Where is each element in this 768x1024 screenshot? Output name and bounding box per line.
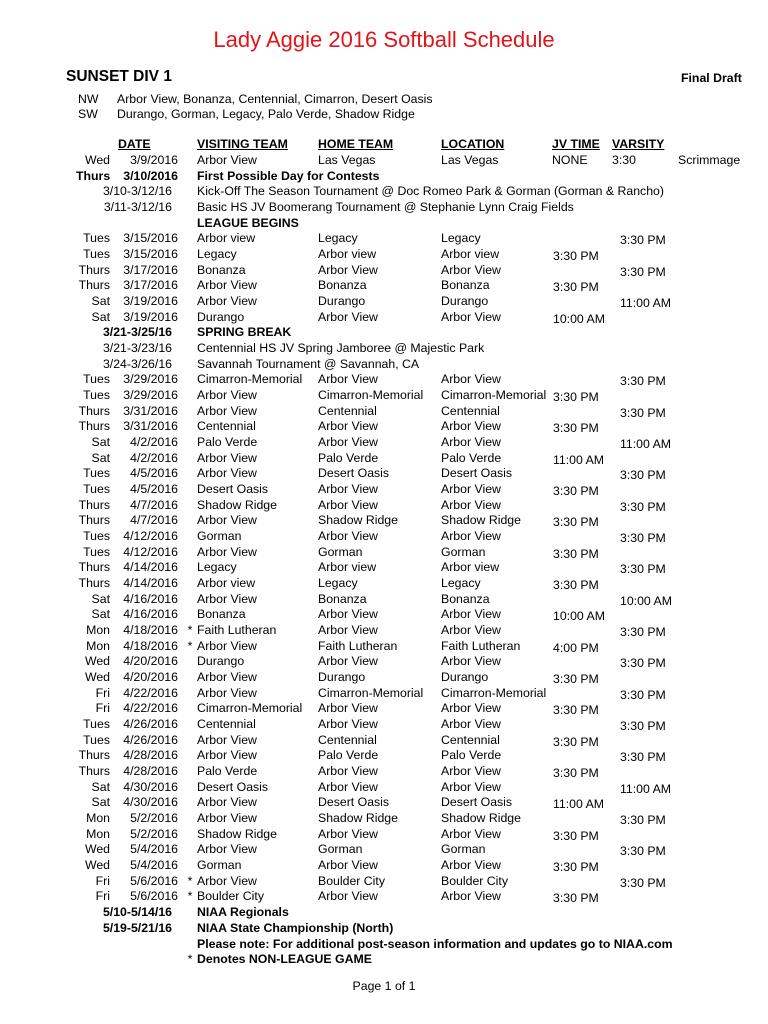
event-text: Basic HS JV Boomerang Tournament @ Stephanie Lynn Craig Fields <box>197 200 574 214</box>
location-cell: Arbor View <box>441 623 501 637</box>
location-cell: Gorman <box>441 545 486 559</box>
varsity-time-cell: 3:30 PM <box>620 374 666 388</box>
visiting-team-cell: Boulder City <box>197 889 264 903</box>
date-cell: 3/10-3/12/16 <box>102 184 172 198</box>
location-cell: Palo Verde <box>441 748 502 762</box>
varsity-time-cell: 3:30 PM <box>620 625 666 639</box>
day-cell: Wed <box>84 153 110 167</box>
visiting-team-cell: Bonanza <box>197 263 246 277</box>
date-cell: 5/19-5/21/16 <box>102 921 172 935</box>
home-team-cell: Bonanza <box>318 278 367 292</box>
location-cell: Arbor View <box>441 419 501 433</box>
location-cell: Arbor view <box>441 247 500 261</box>
non-league-marker: * <box>187 952 193 966</box>
visiting-team-cell: Arbor View <box>197 294 257 308</box>
jv-time-cell: 3:30 PM <box>553 421 599 435</box>
day-cell: Tues <box>83 545 110 559</box>
date-cell: 3/21-3/25/16 <box>102 325 172 339</box>
visiting-team-cell: Bonanza <box>197 607 246 621</box>
non-league-marker: * <box>187 639 193 653</box>
day-cell: Thurs <box>78 278 110 292</box>
home-team-cell: Gorman <box>318 842 363 856</box>
location-cell: Centennial <box>441 404 500 418</box>
home-team-cell: Arbor View <box>318 372 378 386</box>
date-cell: 3/21-3/23/16 <box>102 341 172 355</box>
date-cell: 4/26/2016 <box>123 717 178 731</box>
home-team-cell: Desert Oasis <box>318 795 390 809</box>
home-team-cell: Arbor View <box>318 764 378 778</box>
day-cell: Tues <box>83 247 110 261</box>
location-cell: Centennial <box>441 733 500 747</box>
visiting-team-cell: Centennial <box>197 717 256 731</box>
day-cell: Tues <box>83 388 110 402</box>
location-cell: Las Vegas <box>441 153 499 167</box>
home-team-cell: Arbor View <box>318 654 378 668</box>
non-league-marker: * <box>187 623 193 637</box>
day-cell: Sat <box>91 780 110 794</box>
date-cell: 4/20/2016 <box>123 654 178 668</box>
day-cell: Sat <box>91 451 110 465</box>
home-team-cell: Arbor View <box>318 780 378 794</box>
location-cell: Legacy <box>441 231 481 245</box>
home-team-cell: Arbor View <box>318 482 378 496</box>
date-cell: 3/24-3/26/16 <box>102 357 172 371</box>
location-cell: Arbor View <box>441 529 501 543</box>
varsity-time-cell: 11:00 AM <box>620 296 672 310</box>
event-text: Denotes NON-LEAGUE GAME <box>197 952 372 966</box>
date-cell: 4/5/2016 <box>130 482 178 496</box>
day-cell: Mon <box>86 639 110 653</box>
visiting-team-cell: Arbor View <box>197 733 257 747</box>
varsity-time-cell: 3:30 PM <box>620 265 666 279</box>
home-team-cell: Arbor View <box>318 889 378 903</box>
date-cell: 5/4/2016 <box>130 858 178 872</box>
day-cell: Thurs <box>78 404 110 418</box>
day-cell: Tues <box>83 482 110 496</box>
date-cell: 5/2/2016 <box>130 811 178 825</box>
page-title: Lady Aggie 2016 Softball Schedule <box>213 27 555 52</box>
visiting-team-cell: Desert Oasis <box>197 482 269 496</box>
location-cell: Arbor View <box>441 780 501 794</box>
date-cell: 3/17/2016 <box>123 263 178 277</box>
day-cell: Fri <box>95 889 110 903</box>
location-cell: Durango <box>441 294 489 308</box>
location-cell: Palo Verde <box>441 451 502 465</box>
region-code: SW <box>78 107 98 121</box>
day-cell: Sat <box>91 795 110 809</box>
day-cell: Sat <box>91 607 110 621</box>
home-team-cell: Arbor View <box>318 263 378 277</box>
date-cell: 4/18/2016 <box>123 639 178 653</box>
location-cell: Arbor View <box>441 607 501 621</box>
home-team-cell: Durango <box>318 670 366 684</box>
home-team-cell: Faith Lutheran <box>318 639 398 653</box>
day-cell: Mon <box>86 827 110 841</box>
day-cell: Fri <box>95 874 110 888</box>
region-teams: Durango, Gorman, Legacy, Palo Verde, Shadow Ridge <box>117 107 415 121</box>
visiting-team-cell: Cimarron-Memorial <box>197 701 303 715</box>
home-team-cell: Arbor View <box>318 310 378 324</box>
varsity-time-cell: 3:30 PM <box>620 844 666 858</box>
day-cell: Thurs <box>78 419 110 433</box>
visiting-team-cell: Cimarron-Memorial <box>197 372 303 386</box>
non-league-marker: * <box>187 889 193 903</box>
date-cell: 3/15/2016 <box>123 247 178 261</box>
region-code: NW <box>78 92 99 106</box>
date-cell: 3/10/2016 <box>123 169 178 183</box>
day-cell: Wed <box>84 670 110 684</box>
day-cell: Tues <box>83 717 110 731</box>
date-cell: 3/11-3/12/16 <box>103 200 172 214</box>
date-cell: 4/30/2016 <box>123 795 178 809</box>
date-cell: 3/19/2016 <box>123 310 178 324</box>
date-cell: 3/19/2016 <box>123 294 178 308</box>
location-cell: Cimarron-Memorial <box>441 388 547 402</box>
home-team-cell: Cimarron-Memorial <box>318 686 424 700</box>
location-cell: Shadow Ridge <box>441 513 521 527</box>
date-cell: 3/29/2016 <box>123 372 178 386</box>
location-cell: Desert Oasis <box>441 795 513 809</box>
date-cell: 5/10-5/14/16 <box>102 905 172 919</box>
location-cell: Arbor View <box>441 372 501 386</box>
date-cell: 3/31/2016 <box>123 419 178 433</box>
header-visiting-team: VISITING TEAM <box>197 137 288 151</box>
region-teams: Arbor View, Bonanza, Centennial, Cimarron, Desert Oasis <box>117 92 433 106</box>
jv-time-cell: 3:30 PM <box>553 703 599 717</box>
visiting-team-cell: Legacy <box>197 560 237 574</box>
home-team-cell: Palo Verde <box>318 451 379 465</box>
day-cell: Mon <box>86 811 110 825</box>
jv-time-cell: 11:00 AM <box>553 453 605 467</box>
varsity-time-cell: 3:30 PM <box>620 562 666 576</box>
date-cell: 4/7/2016 <box>130 513 178 527</box>
home-team-cell: Arbor View <box>318 607 378 621</box>
header-home-team: HOME TEAM <box>318 137 394 151</box>
location-cell: Arbor View <box>441 310 501 324</box>
visiting-team-cell: Arbor View <box>197 451 257 465</box>
visiting-team-cell: Desert Oasis <box>197 780 269 794</box>
date-cell: 5/6/2016 <box>130 889 178 903</box>
varsity-time-cell: 3:30 PM <box>620 750 666 764</box>
varsity-time-cell: 3:30 PM <box>620 688 666 702</box>
location-cell: Arbor View <box>441 764 501 778</box>
visiting-team-cell: Gorman <box>197 858 242 872</box>
varsity-time-cell: 11:00 AM <box>620 437 672 451</box>
jv-time-cell: 3:30 PM <box>553 484 599 498</box>
varsity-time-cell: 3:30 PM <box>620 656 666 670</box>
day-cell: Sat <box>91 310 110 324</box>
visiting-team-cell: Legacy <box>197 247 237 261</box>
varsity-time-cell: 3:30 PM <box>620 719 666 733</box>
location-cell: Cimarron-Memorial <box>441 686 547 700</box>
home-team-cell: Arbor View <box>318 701 378 715</box>
home-team-cell: Arbor View <box>318 498 378 512</box>
jv-time-cell: 3:30 PM <box>553 578 599 592</box>
varsity-time-cell: 3:30 PM <box>620 233 666 247</box>
event-text: First Possible Day for Contests <box>197 169 380 183</box>
varsity-time-cell: 3:30 PM <box>620 813 666 827</box>
day-cell: Tues <box>83 733 110 747</box>
home-team-cell: Cimarron-Memorial <box>318 388 424 402</box>
day-cell: Sat <box>91 294 110 308</box>
visiting-team-cell: Durango <box>197 310 245 324</box>
home-team-cell: Legacy <box>318 231 358 245</box>
visiting-team-cell: Durango <box>197 654 245 668</box>
visiting-team-cell: Shadow Ridge <box>197 827 277 841</box>
location-cell: Arbor View <box>441 435 501 449</box>
day-cell: Tues <box>83 466 110 480</box>
home-team-cell: Arbor View <box>318 717 378 731</box>
visiting-team-cell: Arbor View <box>197 795 257 809</box>
date-cell: 4/2/2016 <box>130 451 178 465</box>
jv-time-cell: 3:30 PM <box>553 390 599 404</box>
home-team-cell: Arbor View <box>318 827 378 841</box>
home-team-cell: Arbor View <box>318 623 378 637</box>
varsity-time-cell: 3:30 PM <box>620 500 666 514</box>
day-cell: Thurs <box>78 513 110 527</box>
home-team-cell: Desert Oasis <box>318 466 390 480</box>
home-team-cell: Centennial <box>318 733 377 747</box>
varsity-time-cell: 3:30 PM <box>620 468 666 482</box>
date-cell: 4/16/2016 <box>123 607 178 621</box>
day-cell: Thurs <box>78 764 110 778</box>
day-cell: Wed <box>84 842 110 856</box>
jv-time-cell: 3:30 PM <box>553 515 599 529</box>
home-team-cell: Shadow Ridge <box>318 811 398 825</box>
location-cell: Shadow Ridge <box>441 811 521 825</box>
jv-time-cell: 3:30 PM <box>553 547 599 561</box>
day-cell: Thurs <box>76 169 111 183</box>
varsity-time-cell: 3:30 PM <box>620 531 666 545</box>
date-cell: 3/17/2016 <box>123 278 178 292</box>
home-team-cell: Gorman <box>318 545 363 559</box>
visiting-team-cell: Arbor View <box>197 545 257 559</box>
jv-time-cell: 10:00 AM <box>553 609 605 623</box>
draft-label: Final Draft <box>681 71 742 85</box>
visiting-team-cell: Arbor View <box>197 670 257 684</box>
event-text: Please note: For additional post-season information and updates go to NIAA.com <box>197 937 673 951</box>
date-cell: 4/18/2016 <box>123 623 178 637</box>
visiting-team-cell: Arbor view <box>197 576 256 590</box>
day-cell: Tues <box>83 231 110 245</box>
day-cell: Thurs <box>78 576 110 590</box>
location-cell: Arbor View <box>441 498 501 512</box>
visiting-team-cell: Arbor View <box>197 278 257 292</box>
date-cell: 5/6/2016 <box>130 874 178 888</box>
home-team-cell: Legacy <box>318 576 358 590</box>
visiting-team-cell: Arbor View <box>197 388 257 402</box>
day-cell: Tues <box>83 372 110 386</box>
home-team-cell: Arbor view <box>318 560 377 574</box>
visiting-team-cell: Arbor View <box>197 811 257 825</box>
header-jv-time: JV TIME <box>552 137 600 151</box>
day-cell: Fri <box>95 701 110 715</box>
date-cell: 3/31/2016 <box>123 404 178 418</box>
location-cell: Bonanza <box>441 278 490 292</box>
date-cell: 3/15/2016 <box>123 231 178 245</box>
date-cell: 4/16/2016 <box>123 592 178 606</box>
location-cell: Arbor View <box>441 717 501 731</box>
visiting-team-cell: Arbor View <box>197 513 257 527</box>
home-team-cell: Durango <box>318 294 366 308</box>
jv-time-cell: 3:30 PM <box>553 280 599 294</box>
jv-time-cell: 3:30 PM <box>553 766 599 780</box>
day-cell: Fri <box>95 686 110 700</box>
jv-time-cell: 10:00 AM <box>553 312 605 326</box>
location-cell: Boulder City <box>441 874 508 888</box>
date-cell: 4/14/2016 <box>123 576 178 590</box>
visiting-team-cell: Palo Verde <box>197 435 258 449</box>
jv-time-cell: 3:30 PM <box>553 829 599 843</box>
day-cell: Thurs <box>78 498 110 512</box>
location-cell: Arbor view <box>441 560 500 574</box>
home-team-cell: Arbor View <box>318 419 378 433</box>
jv-time-cell: 11:00 AM <box>553 797 605 811</box>
location-cell: Gorman <box>441 842 486 856</box>
home-team-cell: Arbor view <box>318 247 377 261</box>
visiting-team-cell: Arbor view <box>197 231 256 245</box>
date-cell: 4/22/2016 <box>123 701 178 715</box>
visiting-team-cell: Palo Verde <box>197 764 258 778</box>
date-cell: 4/20/2016 <box>123 670 178 684</box>
location-cell: Desert Oasis <box>441 466 513 480</box>
jv-time-cell: 3:30 PM <box>553 735 599 749</box>
event-text: LEAGUE BEGINS <box>197 216 299 230</box>
event-text: Savannah Tournament @ Savannah, CA <box>197 357 420 371</box>
home-team-cell: Arbor View <box>318 858 378 872</box>
home-team-cell: Arbor View <box>318 529 378 543</box>
header-varsity: VARSITY <box>612 137 665 151</box>
location-cell: Legacy <box>441 576 481 590</box>
day-cell: Sat <box>91 435 110 449</box>
location-cell: Bonanza <box>441 592 490 606</box>
page-footer: Page 1 of 1 <box>352 979 416 993</box>
location-cell: Arbor View <box>441 701 501 715</box>
visiting-team-cell: Gorman <box>197 529 242 543</box>
location-cell: Arbor View <box>441 482 501 496</box>
day-cell: Wed <box>84 654 110 668</box>
varsity-time-cell: 10:00 AM <box>620 594 672 608</box>
home-team-cell: Palo Verde <box>318 748 379 762</box>
visiting-team-cell: Arbor View <box>197 404 257 418</box>
home-team-cell: Boulder City <box>318 874 385 888</box>
date-cell: 4/26/2016 <box>123 733 178 747</box>
home-team-cell: Arbor View <box>318 435 378 449</box>
visiting-team-cell: Arbor View <box>197 842 257 856</box>
day-cell: Wed <box>84 858 110 872</box>
date-cell: 4/5/2016 <box>130 466 178 480</box>
day-cell: Sat <box>91 592 110 606</box>
date-cell: 5/2/2016 <box>130 827 178 841</box>
location-cell: Arbor View <box>441 654 501 668</box>
location-cell: Faith Lutheran <box>441 639 521 653</box>
varsity-time-cell: 3:30 PM <box>620 406 666 420</box>
date-cell: 4/2/2016 <box>130 435 178 449</box>
division-title: SUNSET DIV 1 <box>66 68 172 85</box>
day-cell: Thurs <box>78 560 110 574</box>
date-cell: 4/14/2016 <box>123 560 178 574</box>
home-team-cell: Bonanza <box>318 592 367 606</box>
day-cell: Thurs <box>78 748 110 762</box>
location-cell: Arbor View <box>441 827 501 841</box>
visiting-team-cell: Arbor View <box>197 748 257 762</box>
note-cell: Scrimmage <box>678 153 741 167</box>
event-text: NIAA State Championship (North) <box>197 921 394 935</box>
event-text: Centennial HS JV Spring Jamboree @ Majestic Park <box>197 341 485 355</box>
date-cell: 3/29/2016 <box>123 388 178 402</box>
varsity-time-cell: 3:30 PM <box>620 876 666 890</box>
visiting-team-cell: Centennial <box>197 419 256 433</box>
date-cell: 3/9/2016 <box>130 153 178 167</box>
event-text: Kick-Off The Season Tournament @ Doc Romeo Park & Gorman (Gorman & Rancho) <box>197 184 664 198</box>
header-date: DATE <box>118 137 151 151</box>
visiting-team-cell: Arbor View <box>197 874 257 888</box>
visiting-team-cell: Arbor View <box>197 153 257 167</box>
visiting-team-cell: Arbor View <box>197 686 257 700</box>
day-cell: Thurs <box>78 263 110 277</box>
varsity-time-cell: 3:30 <box>612 153 636 167</box>
event-text: NIAA Regionals <box>197 905 289 919</box>
home-team-cell: Las Vegas <box>318 153 376 167</box>
location-cell: Arbor View <box>441 858 501 872</box>
visiting-team-cell: Arbor View <box>197 592 257 606</box>
jv-time-cell: NONE <box>552 153 588 167</box>
date-cell: 4/22/2016 <box>123 686 178 700</box>
day-cell: Mon <box>86 623 110 637</box>
jv-time-cell: 3:30 PM <box>553 860 599 874</box>
date-cell: 4/28/2016 <box>123 748 178 762</box>
header-location: LOCATION <box>441 137 505 151</box>
home-team-cell: Centennial <box>318 404 377 418</box>
date-cell: 4/7/2016 <box>130 498 178 512</box>
home-team-cell: Shadow Ridge <box>318 513 398 527</box>
day-cell: Tues <box>83 529 110 543</box>
varsity-time-cell: 11:00 AM <box>620 782 672 796</box>
jv-time-cell: 3:30 PM <box>553 891 599 905</box>
visiting-team-cell: Shadow Ridge <box>197 498 277 512</box>
non-league-marker: * <box>187 874 193 888</box>
location-cell: Arbor View <box>441 263 501 277</box>
date-cell: 4/28/2016 <box>123 764 178 778</box>
visiting-team-cell: Arbor View <box>197 466 257 480</box>
visiting-team-cell: Faith Lutheran <box>197 623 277 637</box>
jv-time-cell: 4:00 PM <box>553 641 599 655</box>
location-cell: Arbor View <box>441 889 501 903</box>
date-cell: 5/4/2016 <box>130 842 178 856</box>
date-cell: 4/12/2016 <box>123 545 178 559</box>
date-cell: 4/30/2016 <box>123 780 178 794</box>
jv-time-cell: 3:30 PM <box>553 249 599 263</box>
jv-time-cell: 3:30 PM <box>553 672 599 686</box>
location-cell: Durango <box>441 670 489 684</box>
visiting-team-cell: Arbor View <box>197 639 257 653</box>
event-text: SPRING BREAK <box>197 325 292 339</box>
date-cell: 4/12/2016 <box>123 529 178 543</box>
